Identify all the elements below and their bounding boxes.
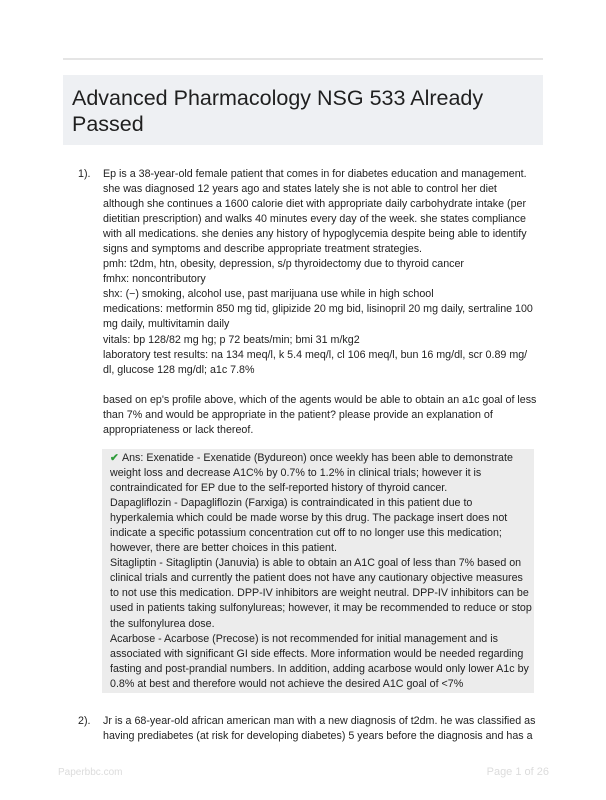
question-line: dietitian prescription) and walks 40 minutes every day of the week. she states compliance — [103, 213, 526, 226]
question-line: laboratory test results: na 134 meq/l, k 5.4 meq/l, cl 106 meq/l, bun 16 mg/dl, scr 0.89 mg/ — [103, 348, 528, 361]
answer-line: Sitagliptin - Sitagliptin (Januvia) is able to obtain an A1C goal of less than 7% based on — [110, 557, 522, 570]
question-line: vitals: bp 128/82 mg hg; p 72 beats/min; bmi 31 m/kg2 — [103, 333, 360, 346]
question-line: mg daily, multivitamin daily — [103, 318, 230, 331]
answer-box — [102, 449, 534, 693]
question-line: pmh: t2dm, htn, obesity, depression, s/p thyroidectomy due to thyroid cancer — [103, 258, 464, 271]
question-line: Jr is a 68-year-old african american man with a new diagnosis of t2dm. he was classified as — [103, 715, 536, 727]
question-line: based on ep's profile above, which of the agents would be able to obtain an a1c goal of less — [103, 393, 537, 406]
footer-watermark: Paperbbc.com — [58, 767, 123, 778]
question-line: dl, glucose 128 mg/dl; a1c 7.8% — [103, 363, 255, 376]
answer-line: Acarbose - Acarbose (Precose) is not recommended for initial management and is — [110, 632, 498, 645]
answer-line: used in patients taking sulfonylureas; however, it may be recommended to reduce or stop — [110, 602, 532, 615]
question-line: appropriateness or lack thereof. — [103, 423, 254, 436]
question-line: fmhx: noncontributory — [103, 273, 206, 286]
top-divider — [63, 58, 543, 60]
question-line: than 7% and would be appropriate in the patient? please provide an explanation of — [103, 408, 493, 421]
question-line: medications: metformin 850 mg tid, glipizide 20 mg bid, lisinopril 20 mg daily, sertraline 100 — [103, 303, 533, 316]
answer-text — [110, 451, 530, 692]
answer-line: weight loss and decrease A1C% by 0.7% to 1.2% in clinical trials; however it is — [110, 467, 482, 480]
question-2-text — [103, 714, 543, 744]
check-icon: ✔ — [110, 452, 119, 464]
title-banner — [63, 75, 543, 145]
question-line: signs and symptoms and describe appropriate treatment strategies. — [103, 243, 423, 256]
answer-line: associated with significant GI side effects. More information would be needed regarding — [110, 647, 524, 660]
title-line-2: Passed — [72, 112, 144, 136]
question-number: 1). — [78, 168, 91, 180]
answer-line: to not use this medication. DPP-IV inhibitors are weight neutral. DPP-IV inhibitors can be — [110, 587, 529, 600]
answer-line — [110, 451, 530, 466]
title-line-1: Advanced Pharmacology NSG 533 Already — [72, 86, 484, 110]
question-1-text — [103, 167, 543, 438]
page-title — [72, 85, 512, 137]
answer-line: indicate a specific potassium concentration cut off to no longer use this medication; — [110, 527, 502, 540]
answer-line: contraindicated for EP due to the self-reported history of thyroid cancer. — [110, 482, 448, 495]
page-indicator: Page 1 of 26 — [486, 766, 549, 778]
question-line: she was diagnosed 12 years ago and states lately she is not able to control her diet — [103, 183, 497, 196]
answer-line-text: Ans: Exenatide - Exenatide (Bydureon) once weekly has been able to demonstrate — [121, 452, 513, 464]
question-line: shx: (−) smoking, alcohol use, past marijuana use while in high school — [103, 288, 434, 301]
answer-line: 0.8% at best and therefore would not achieve the desired A1C goal of <7% — [110, 677, 464, 690]
answer-line: hyperkalemia which could be made worse by this drug. The package insert does not — [110, 512, 508, 525]
answer-line: fasting and post-prandial numbers. In addition, adding acarbose would only lower A1c by — [110, 662, 529, 675]
question-line: with all medications. she denies any history of hypoglycemia despite being able to identify — [103, 228, 527, 241]
question-line: Ep is a 38-year-old female patient that comes in for diabetes education and management. — [103, 168, 527, 180]
question-line: having prediabetes (at risk for developing diabetes) 5 years before the diagnosis and has a — [103, 730, 533, 743]
answer-line: Dapagliflozin - Dapagliflozin (Farxiga) is contraindicated in this patient due to — [110, 497, 473, 510]
question-line: although she continues a 1600 calorie diet with appropriate daily carbohydrate intake (per — [103, 198, 527, 211]
question-line — [103, 378, 543, 393]
answer-line: however, there are better choices in this patient. — [110, 542, 337, 555]
question-number: 2). — [78, 715, 91, 727]
answer-line: the sulfonylurea dose. — [110, 617, 215, 630]
answer-line: clinical trials and currently the patient does not have any cautionary objective measures — [110, 572, 523, 585]
